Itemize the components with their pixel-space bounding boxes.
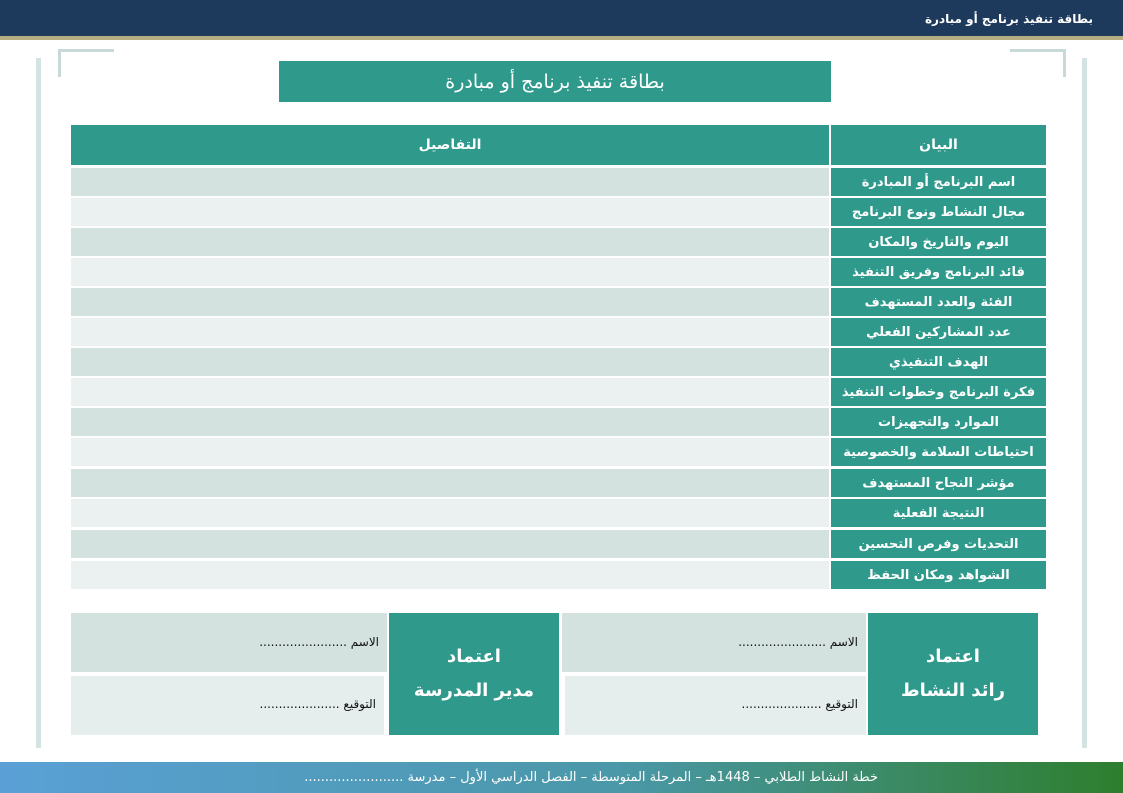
- activity-leader-approval-title: [868, 613, 1038, 735]
- row-label: مؤشر النجاح المستهدف: [831, 469, 1046, 497]
- row-label: الشواهد ومكان الحفظ: [831, 561, 1046, 589]
- activity-leader-signature-field[interactable]: [565, 676, 866, 735]
- school-principal-signature-field[interactable]: [71, 676, 384, 735]
- row-label: قائد البرنامج وفريق التنفيذ: [831, 258, 1046, 286]
- row-label: عدد المشاركين الفعلي: [831, 318, 1046, 346]
- details-cell[interactable]: [71, 228, 829, 256]
- frame-left-border: [36, 58, 41, 748]
- details-cell[interactable]: [71, 469, 829, 497]
- details-cell[interactable]: [71, 348, 829, 376]
- details-cell[interactable]: [71, 378, 829, 406]
- table-row: [71, 438, 1046, 466]
- details-cell[interactable]: [71, 438, 829, 466]
- details-cell[interactable]: [71, 288, 829, 316]
- table-row: [71, 408, 1046, 436]
- details-cell[interactable]: [71, 499, 829, 527]
- row-label: مجال النشاط ونوع البرنامج: [831, 198, 1046, 226]
- signature-line: التوقيع .....................: [259, 697, 376, 711]
- row-label: فكرة البرنامج وخطوات التنفيذ: [831, 378, 1046, 406]
- frame-corner-right: [1010, 49, 1066, 77]
- table-row: [71, 168, 1046, 196]
- school-principal-approval-title: [389, 613, 559, 735]
- table-row: [71, 228, 1046, 256]
- footer-text: خطة النشاط الطلابي – 1448هـ – المرحلة المتوسطة – الفصل الدراسي الأول – مدرسة ........................: [304, 770, 878, 785]
- approval-title-line: مدير المدرسة: [413, 680, 535, 701]
- table-row: [71, 258, 1046, 286]
- details-cell[interactable]: [71, 318, 829, 346]
- name-line: الاسم .......................: [738, 635, 858, 649]
- table-row: [71, 318, 1046, 346]
- table-row: [71, 469, 1046, 497]
- row-label: اليوم والتاريخ والمكان: [831, 228, 1046, 256]
- signature-line: التوقيع .....................: [741, 697, 858, 711]
- details-cell[interactable]: [71, 168, 829, 196]
- approval-title-line: رائد النشاط: [900, 680, 1005, 701]
- table-row: [71, 530, 1046, 558]
- table-row: [71, 499, 1046, 527]
- approval-title-line: اعتماد: [447, 646, 501, 667]
- details-column-header: التفاصيل: [71, 125, 829, 165]
- frame-corner-left: [58, 49, 114, 77]
- school-principal-name-field[interactable]: [71, 613, 387, 672]
- header-title: بطاقة تنفيذ برنامج أو مبادرة: [924, 12, 1093, 26]
- top-banner-accent-line: [0, 36, 1123, 40]
- frame-right-border: [1082, 58, 1087, 748]
- table-row: [71, 288, 1046, 316]
- activity-leader-name-field[interactable]: [562, 613, 866, 672]
- details-cell[interactable]: [71, 561, 829, 589]
- details-cell[interactable]: [71, 408, 829, 436]
- table-row: [71, 198, 1046, 226]
- row-label: الفئة والعدد المستهدف: [831, 288, 1046, 316]
- row-label: النتيجة الفعلية: [831, 499, 1046, 527]
- activity-leader-approval: [562, 613, 1046, 735]
- row-label: اسم البرنامج أو المبادرة: [831, 168, 1046, 196]
- row-label: التحديات وفرص التحسين: [831, 530, 1046, 558]
- name-line: الاسم .......................: [259, 635, 379, 649]
- row-label: احتياطات السلامة والخصوصية: [831, 438, 1046, 466]
- card-title: بطاقة تنفيذ برنامج أو مبادرة: [279, 61, 831, 102]
- approval-title-line: اعتماد: [926, 646, 980, 667]
- details-cell[interactable]: [71, 258, 829, 286]
- details-cell[interactable]: [71, 530, 829, 558]
- label-column-header: البيان: [831, 125, 1046, 165]
- details-cell[interactable]: [71, 198, 829, 226]
- row-label: الهدف التنفيذي: [831, 348, 1046, 376]
- footer-banner: [0, 762, 1123, 793]
- table-row: [71, 348, 1046, 376]
- row-label: الموارد والتجهيزات: [831, 408, 1046, 436]
- table-row: [71, 561, 1046, 589]
- school-principal-approval: [71, 613, 561, 735]
- table-row: [71, 378, 1046, 406]
